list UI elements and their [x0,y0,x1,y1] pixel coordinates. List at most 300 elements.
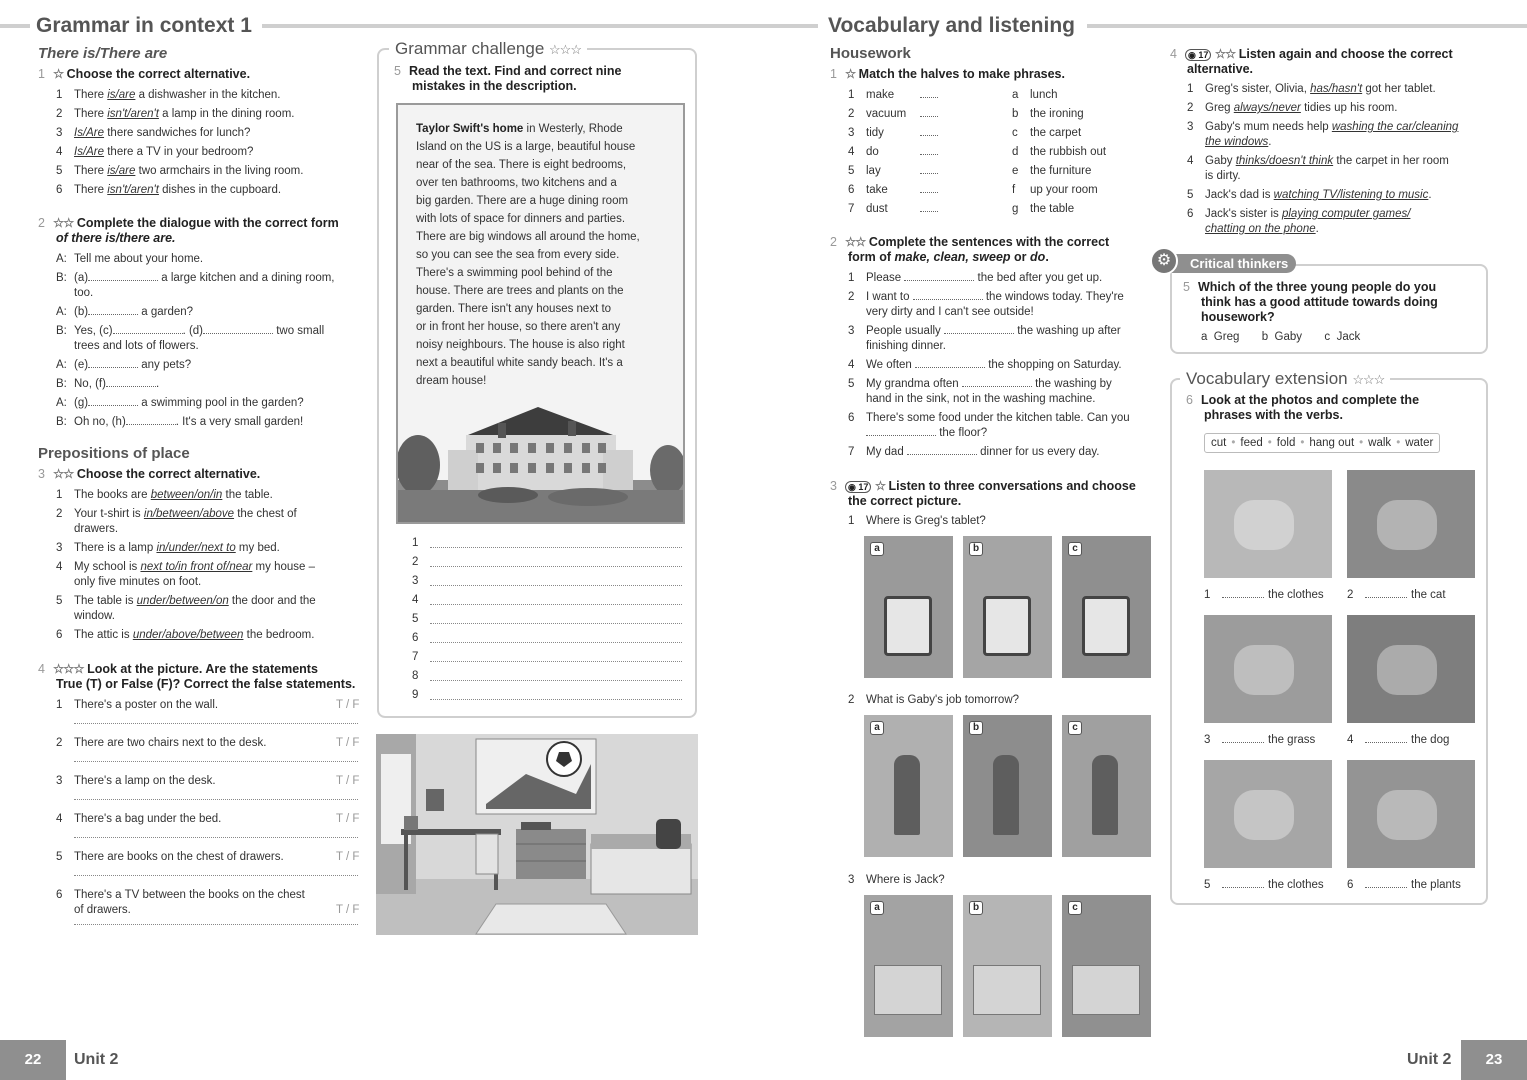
item-text: Your t-shirt is [74,508,144,520]
listening-picture[interactable] [864,715,953,857]
photo-detail [1234,645,1294,695]
alternative-choice: Is/Are [74,127,105,139]
item-number: 3 [848,325,855,337]
word-option: cut [1211,437,1227,449]
photo-caption [1347,588,1446,603]
sentence-cont [866,426,987,441]
bedroom-picture [376,734,698,935]
caption-text: the cat [1411,589,1446,601]
question-2: 2 What is Gaby's job tomorrow? [848,694,1020,706]
answer-number: 3 [412,575,419,587]
exercise-item [1187,120,1458,135]
alternative-choice: isn't/aren't [107,108,159,120]
item-number: 5 [1187,189,1194,201]
vocab-exercise-1-heading: 1 ☆ Match the halves to make phrases. [830,67,1065,81]
dialogue-line [56,396,304,411]
exercise-item-cont [74,575,201,590]
listening-picture[interactable] [1062,895,1151,1037]
text-line: or in front her house, so there aren't any [416,321,621,333]
blank-dots [1222,588,1264,598]
item-text: The books are [74,489,151,501]
sentence [848,358,1122,373]
extension-photo [1347,470,1475,578]
item-text: the carpet [1030,127,1082,139]
subtitle-housework: Housework [830,45,911,62]
title-rule [0,24,30,28]
match-left-item [848,107,906,122]
item-text: the furniture [1030,165,1092,177]
item-number: 3 [56,775,63,787]
item-number: 3 [1204,734,1211,746]
item-letter: e [1012,165,1019,177]
dialogue-text: . [155,378,160,390]
item-number: 7 [848,203,855,215]
alternative-choice: between/on/in [150,489,223,501]
exercise-item [1187,188,1432,203]
answer-line[interactable] [430,661,682,662]
answer-line[interactable] [430,642,682,643]
statement [56,736,266,751]
item-number: 1 [56,89,63,101]
picture-label: b [969,721,983,735]
item-text: . [1315,223,1319,235]
statement-cont [74,903,131,918]
photo-caption [1204,588,1324,603]
sentence-cont [866,392,1096,407]
match-right-item [1012,164,1091,179]
listening-picture[interactable] [864,895,953,1037]
caption-text: the clothes [1268,879,1324,891]
item-text: finishing dinner. [866,340,946,352]
exercise-item [56,107,294,122]
true-false-choice[interactable]: T / F [336,904,360,916]
alternative-choice: watching TV/listening to music [1273,189,1429,201]
extension-photo [1347,615,1475,723]
exercise-item-cont [74,609,115,624]
listening-picture[interactable] [1062,715,1151,857]
sentence [848,445,1099,460]
answer-line [74,924,358,925]
dialogue-text: a large kitchen and a dining room, [158,272,335,284]
dialogue-line-cont [74,339,199,354]
dialogue-text: (g) [74,397,89,409]
exercise-item [56,488,273,503]
text-line: There's a swimming pool behind of the [416,267,613,279]
item-number: 4 [56,146,63,158]
item-text: Jack's sister is [1205,208,1282,220]
blank-dots [113,324,183,334]
word-option: walk [1368,437,1392,449]
picture-label: a [870,901,884,915]
answer-number: 1 [412,537,419,549]
blank-dots [915,358,985,368]
statement [56,698,218,713]
subtitle-there-is: There is/There are [38,45,168,62]
match-blank [920,88,938,103]
question-1: 1 Where is Greg's tablet? [848,515,986,527]
sentence [848,290,1124,305]
item-text: Gaby [1205,155,1236,167]
picture-label: b [969,542,983,556]
dialogue-text: trees and lots of flowers. [74,340,199,352]
item-text: Greg [1205,102,1234,114]
picture-label: a [870,542,884,556]
separator: • [1231,437,1236,449]
blank-dots [904,271,974,281]
word-option: hang out [1309,437,1355,449]
text-line: There are big windows all around the home, [416,231,640,243]
item-text: My school is [74,561,141,573]
sentence-cont [866,305,1034,320]
item-text: very dirty and I can't see outside! [866,306,1034,318]
photo-detail [1377,790,1437,840]
item-number: 4 [56,561,63,573]
item-text: The attic is [74,629,133,641]
listening-picture[interactable] [1062,536,1151,678]
item-number: 2 [1187,102,1194,114]
item-number: 1 [56,699,63,711]
page-number-left: 22 [0,1040,66,1080]
item-text: there a TV in your bedroom? [104,146,254,158]
item-text: a dishwasher in the kitchen. [135,89,281,101]
photo-detail [1377,645,1437,695]
listening-picture[interactable] [963,715,1052,857]
audio-icon[interactable]: ◉ 17 [1185,49,1211,61]
text-line: so you can see the sea from every side. [416,249,620,261]
blank-dots [1222,878,1264,888]
item-text: window. [74,610,115,622]
item-text: Greg's sister, Olivia, [1205,83,1311,95]
item-text: only five minutes on foot. [74,576,202,588]
answer-line[interactable] [430,547,682,548]
true-false-choice[interactable]: T / F [336,699,360,711]
item-number: 2 [56,508,63,520]
item-number: 3 [56,127,63,139]
photo-detail [1377,500,1437,550]
item-text: the ironing [1030,108,1084,120]
item-number: 5 [1204,879,1211,891]
statement-text: There are two chairs next to the desk. [74,737,267,749]
item-number: 5 [848,378,855,390]
person-figure [1092,755,1118,835]
question-3: 3 Where is Jack? [848,874,945,886]
grammar-challenge-title: Grammar challenge ☆☆☆ [389,39,587,59]
item-text: . [1268,136,1272,148]
vocab-exercise-6-heading-cont: phrases with the verbs. [1204,408,1343,422]
photo-detail [1234,790,1294,840]
item-text: There [74,89,108,101]
listening-picture[interactable] [963,536,1052,678]
sentence [848,271,1102,286]
answer-row [412,688,430,703]
picture-label: c [1068,901,1082,915]
answer-line[interactable] [430,585,682,586]
exercise-item-cont [74,522,118,537]
item-number: 2 [1347,589,1354,601]
true-false-choice[interactable]: T / F [336,775,360,787]
blank-dots [920,164,938,174]
item-number: 7 [848,446,855,458]
item-text: my house – [252,561,315,573]
item-number: 6 [56,184,63,196]
speaker: A: [56,306,67,318]
match-left-item [848,126,884,141]
title-rule [262,24,818,28]
speaker: A: [56,397,67,409]
statement [56,812,221,827]
alternative-choice: has/hasn't [1310,83,1363,95]
caption-text: the plants [1411,879,1461,891]
alternative-choice: chatting on the phone [1205,223,1316,235]
answer-number: 6 [412,632,419,644]
photo-caption [1204,878,1324,893]
item-text: do [866,146,879,158]
match-left-item [848,202,888,217]
separator: • [1300,437,1305,449]
dialogue-text: Tell me about your home. [74,253,204,265]
exercise-item [56,183,281,198]
critical-thinkers-badge: Critical thinkers [1162,254,1296,273]
dialogue-text: too. [74,287,94,299]
true-false-choice[interactable]: T / F [336,851,360,863]
answer-row [412,593,430,608]
vocab-exercise-4-items [1187,82,1507,242]
statement-text: There are books on the chest of drawers. [74,851,284,863]
item-number: 4 [56,813,63,825]
critical-options: a Greg b Gaby c Jack [1201,331,1361,343]
answer-row [412,574,430,589]
word-box [1204,433,1440,453]
text-line: over ten bathrooms, two kitchens and a [416,177,617,189]
alternative-choice: Is/Are [74,146,105,158]
item-letter: b [1012,108,1019,120]
item-text: There [74,184,108,196]
item-number: 5 [56,595,63,607]
item-number: 6 [848,412,855,424]
item-text: the washing up after [1014,325,1121,337]
blank-dots [88,305,138,315]
item-text: take [866,184,888,196]
vocab-exercise-2-heading: 2 ☆☆ Complete the sentences with the correct [830,235,1110,249]
dialogue-text: (b) [74,306,89,318]
item-text: My dad [866,446,907,458]
blank-dots [1365,588,1407,598]
blank-dots [944,324,1014,334]
answer-line [74,761,358,762]
item-letter: f [1012,184,1016,196]
caption-text: the dog [1411,734,1450,746]
exercise-5-heading: 5 Read the text. Find and correct nine [394,64,622,78]
alternative-choice: next to/in front of/near [140,561,253,573]
caption-text: the grass [1268,734,1316,746]
left-page-title: Grammar in context 1 [36,14,252,37]
true-false-choice[interactable]: T / F [336,737,360,749]
speaker: B: [56,325,67,337]
blank-dots [907,445,977,455]
answer-line[interactable] [430,680,682,681]
furniture-shape [973,965,1041,1015]
text-line: big garden. There are a huge dining room [416,195,629,207]
blank-dots [920,88,938,98]
dialogue-text: . It's a very small garden! [175,416,304,428]
item-text: got her tablet. [1362,83,1436,95]
dialogue-text: . (d) [182,325,204,337]
match-right-item [1012,107,1084,122]
statement-text: There's a bag under the bed. [74,813,222,825]
item-text: the floor? [936,427,988,439]
answer-line [74,799,358,800]
listening-picture[interactable] [963,895,1052,1037]
exercise-5-heading-cont: mistakes in the description. [412,79,577,93]
text-bold-title: Taylor Swift's home [416,123,524,135]
answer-line[interactable] [430,623,682,624]
answer-line[interactable] [430,604,682,605]
item-text: is dirty. [1205,170,1241,182]
statement [56,850,284,865]
page-number-right: 23 [1461,1040,1527,1080]
item-text: my bed. [235,542,280,554]
statement-text: of drawers. [74,904,131,916]
item-text: tidy [866,127,884,139]
blank-dots [866,426,936,436]
alternative-choice: in/under/next to [156,542,236,554]
item-number: 1 [1187,83,1194,95]
dialogue-line [56,324,324,339]
match-blank [920,145,938,160]
exercise-3-items [56,488,366,648]
item-text: There [74,165,108,177]
item-text: People usually [866,325,944,337]
item-text: dust [866,203,888,215]
item-text: lunch [1030,89,1058,101]
separator: • [1359,437,1364,449]
photo-caption [1347,878,1461,893]
statement-text: There's a TV between the books on the chest [74,889,305,901]
statement-text: There's a poster on the wall. [74,699,219,711]
match-right-item [1012,126,1081,141]
item-text: lay [866,165,881,177]
vocab-exercise-1-items [848,88,1148,223]
item-text: the bedroom. [243,629,315,641]
match-left-item [848,183,888,198]
item-text: I want to [866,291,913,303]
critical-question: 5 Which of the three young people do you [1183,280,1437,294]
exercise-item [56,541,280,556]
item-text: the chest of [234,508,297,520]
exercise-item [1187,101,1397,116]
blank-dots [920,126,938,136]
item-text: vacuum [866,108,907,120]
item-number: 6 [56,889,63,901]
item-letter: a [1012,89,1019,101]
true-false-choice[interactable]: T / F [336,813,360,825]
picture-detail [884,596,932,656]
match-right-item [1012,145,1106,160]
separator: • [1396,437,1401,449]
item-text: My grandma often [866,378,962,390]
exercise-item [56,145,253,160]
picture-label: b [969,901,983,915]
word-option: feed [1240,437,1263,449]
vocab-exercise-2-items [848,271,1148,466]
item-text: a lamp in the dining room. [158,108,295,120]
item-number: 6 [1187,208,1194,220]
taylor-swift-text [416,120,676,390]
match-right-item [1012,88,1058,103]
item-text: the carpet in her room [1333,155,1449,167]
answer-line[interactable] [430,699,682,700]
speaker: B: [56,378,67,390]
dialogue-text: any pets? [138,359,192,371]
dialogue-text: two small [273,325,325,337]
item-number: 2 [56,108,63,120]
answer-row [412,650,430,665]
extension-photo [1204,760,1332,868]
match-left-item [848,164,881,179]
person-figure [894,755,920,835]
answer-lines [412,536,687,706]
furniture-shape [874,965,942,1015]
blank-dots [126,415,176,425]
item-number: 4 [1347,734,1354,746]
blank-dots [88,271,158,281]
unit-label-right: Unit 2 [1407,1051,1452,1068]
dialogue-line [56,252,203,267]
item-text: the bed after you get up. [974,272,1103,284]
right-page-title: Vocabulary and listening [828,14,1075,37]
alternative-choice: isn't/aren't [107,184,159,196]
statement-text: There's a lamp on the desk. [74,775,216,787]
item-number: 6 [1347,879,1354,891]
word-option: water [1405,437,1434,449]
listening-picture[interactable] [864,536,953,678]
item-text: Jack's dad is [1205,189,1274,201]
furniture-shape [1072,965,1140,1015]
item-number: 3 [56,542,63,554]
audio-icon[interactable]: ◉ 17 [845,481,871,493]
exercise-4-heading: 4 ☆☆☆ Look at the picture. Are the statements [38,662,318,676]
item-number: 5 [56,165,63,177]
text-line: dream house! [416,375,487,387]
answer-line[interactable] [430,566,682,567]
item-number: 4 [848,359,855,371]
sentence [848,411,1130,426]
text-line: near of the sea. There is eight bedrooms, [416,159,627,171]
item-text: the windows today. They're [982,291,1124,303]
answer-number: 5 [412,613,419,625]
blank-dots [913,290,983,300]
answer-row [412,536,430,551]
dialogue-line [56,305,193,320]
item-text: tidies up his room. [1300,102,1398,114]
item-text: dinner for us every day. [976,446,1100,458]
subtitle-prepositions: Prepositions of place [38,445,190,462]
blank-dots [203,324,273,334]
exercise-item [56,88,280,103]
extension-photo [1204,615,1332,723]
item-number: 2 [848,291,855,303]
item-text: dishes in the cupboard. [158,184,282,196]
item-text: the rubbish out [1030,146,1107,158]
photo-detail [1234,500,1294,550]
dialogue-text: Yes, (c) [74,325,113,337]
picture-label: c [1068,542,1082,556]
item-text: the door and the [228,595,316,607]
alternative-choice: washing the car/cleaning [1331,121,1459,133]
critical-question-cont2: housework? [1201,310,1275,324]
exercise-4-heading-cont: True (T) or False (F)? Correct the false statements. [56,677,356,691]
speaker: B: [56,272,67,284]
